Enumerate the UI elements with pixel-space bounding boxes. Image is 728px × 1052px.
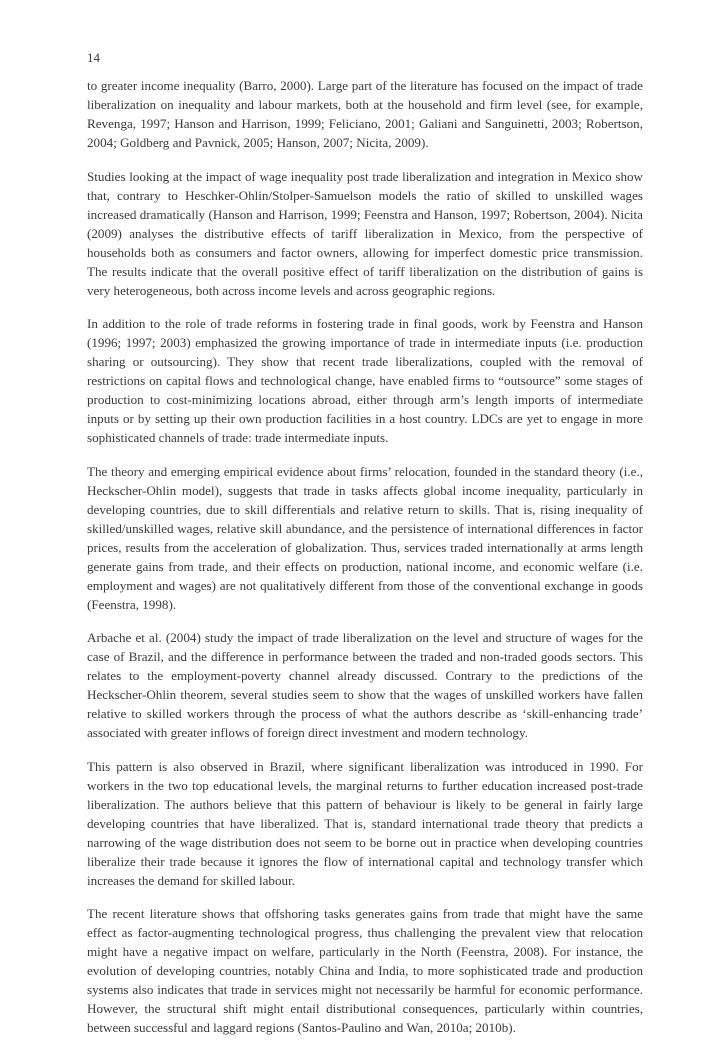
paragraph-firm-relocation-theory: The theory and emerging empirical evidence about firms’ relocation, founded in the standard theory (i.e., Heckscher-Ohlin model), suggests that trade in tasks affects global income inequality, particularly in developing countries, due to skill differentials and relative return to skills. That is, rising inequality of skilled/unskilled wages, relative skill abundance, and the persistence of international differences in factor prices, results from the acceleration of globalization. Thus, services traded internationally at arms length generate gains from trade, and their effects on production, national income, and economic welfare (i.e. employment and wages) are not qualitatively different from those of the conventional exchange in goods (Feenstra, 1998). [87,463,643,612]
paragraph-brazil-wage-structure: Arbache et al. (2004) study the impact of trade liberalization on the level and structure of wages for the case of Brazil, and the difference in performance between the traded and non-traded goods sectors. This relates to the employment-poverty channel already discussed. Contrary to the predictions of the Heckscher-Ohlin theorem, several studies seem to show that the wages of unskilled workers have fallen relative to skilled workers through the process of what the authors describe as ‘skill-enhancing trade’ associated with greater inflows of foreign direct investment and modern technology. [87,630,643,740]
paragraph-offshoring-gains: The recent literature shows that offshoring tasks generates gains from trade that might have the same effect as factor-augmenting technological progress, thus challenging the prevalent view that relocation might have a negative impact on welfare, particularly in the North (Feenstra, 2008). For instance, the evolution of developing countries, notably China and India, to more sophisticated trade and production systems also indicates that trade in services might not necessarily be harmful for economic performance. However, the structural shift might entail distributional consequences, particularly within countries, between successful and laggard regions (Santos-Paulino and Wan, 2010a; 2010b). [87,906,643,1035]
paragraph-brazil-liberalization-pattern: This pattern is also observed in Brazil, where significant liberalization was introduced in 1990. For workers in the two top educational levels, the marginal returns to further education increased post-trade liberalization. The authors believe that this pattern of behaviour is likely to be general in fairly large developing countries that have liberalized. That is, standard international trade theory that predicts a narrowing of the wage distribution does not seem to be borne out in practice when developing countries liberalize their trade because it ignores the flow of international capital and technology transfer which increases the demand for skilled labour. [87,758,643,888]
paragraph-intermediate-inputs-outsourcing: In addition to the role of trade reforms in fostering trade in final goods, work by Feenstra and Hanson (1996; 1997; 2003) emphasized the growing importance of trade in intermediate inputs (i.e. production sharing or outsourcing). They show that recent trade liberalizations, coupled with the removal of restrictions on capital flows and technological change, have enabled firms to “outsource” some stages of production to cost-minimizing locations abroad, either through arm’s length imports of intermediate inputs or by setting up their own production facilities in a host country. LDCs are yet to engage in more sophisticated channels of trade: trade intermediate inputs. [87,316,643,445]
document-body [87,76,643,1052]
page-number: 14 [87,50,100,65]
paragraph-income-inequality-literature: to greater income inequality (Barro, 2000). Large part of the literature has focused on the impact of trade liberalization on inequality and labour markets, both at the household and firm level (see, for example, Revenga, 1997; Hanson and Harrison, 1999; Feliciano, 2001; Galiani and Sanguinetti, 2003; Robertson, 2004; Goldberg and Pavnick, 2005; Hanson, 2007; Nicita, 2009). [87,78,643,150]
paragraph-mexico-wage-inequality: Studies looking at the impact of wage inequality post trade liberalization and integration in Mexico show that, contrary to Heschker-Ohlin/Stolper-Samuelson models the ratio of skilled to unskilled wages increased dramatically (Hanson and Harrison, 1999; Feenstra and Hanson, 1997; Robertson, 2004). Nicita (2009) analyses the distributive effects of tariff liberalization in Mexico, from the perspective of households both as consumers and factor owners, allowing for imperfect domestic price transmission. The results indicate that the overall positive effect of tariff liberalization on the distribution of gains is very heterogeneous, both across income levels and across geographic regions. [87,168,643,298]
